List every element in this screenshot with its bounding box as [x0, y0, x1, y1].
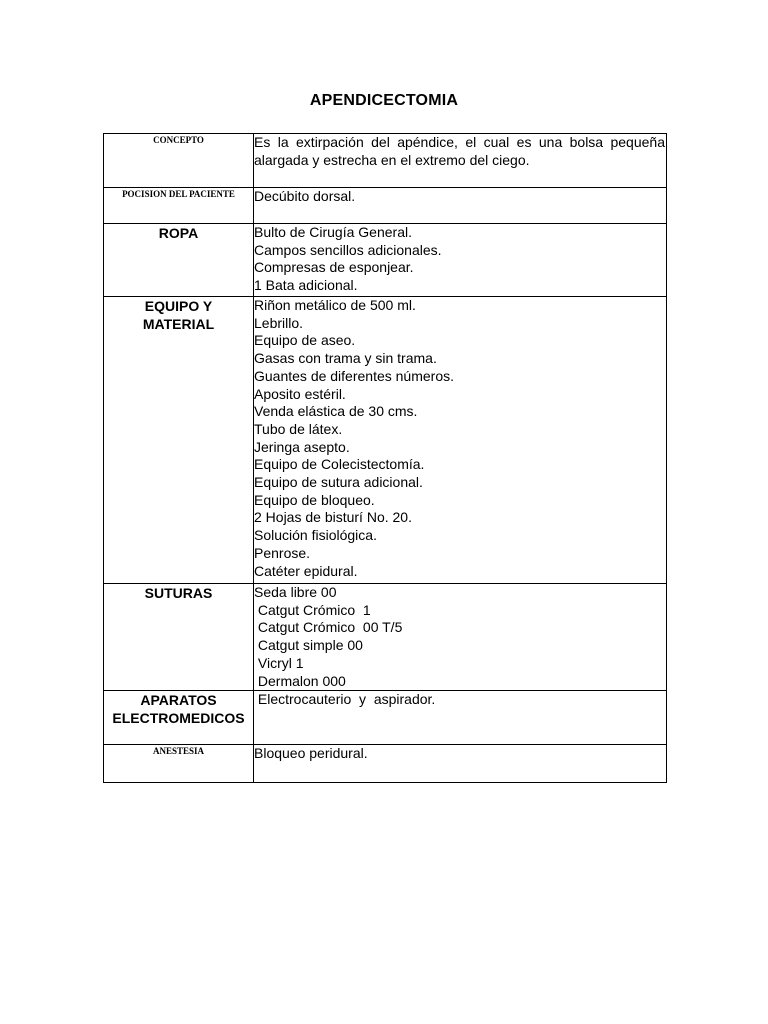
equipo-item: Equipo de Colecistectomía.: [254, 456, 425, 473]
anestesia-label: ANESTESIA: [104, 745, 254, 783]
equipo-label-line: EQUIPO Y: [144, 298, 213, 314]
aparatos-cell: [254, 691, 667, 745]
sutura-item: Seda libre 00: [254, 584, 337, 600]
ropa-cell: [254, 224, 667, 297]
anestesia-cell: [254, 745, 667, 783]
equipo-item: Equipo de sutura adicional.: [254, 474, 423, 491]
equipo-cell: [254, 297, 667, 584]
row-aparatos: [104, 691, 667, 745]
aparatos-label-line: APARATOS: [140, 692, 217, 709]
suturas-cell: [254, 584, 667, 691]
equipo-label: [104, 297, 254, 584]
anestesia-text: Bloqueo peridural.: [254, 745, 368, 762]
equipo-item: Jeringa asepto.: [254, 438, 350, 455]
sutura-item: Vicryl 1: [254, 654, 304, 671]
row-suturas: [104, 584, 667, 691]
equipo-item: Riñon metálico de 500 ml.: [254, 297, 416, 313]
equipo-item: Tubo de látex.: [254, 420, 343, 437]
ropa-label: ROPA: [104, 224, 254, 297]
row-anestesia: [104, 745, 667, 783]
sutura-item: Catgut simple 00: [254, 637, 363, 654]
suturas-label: SUTURAS: [104, 584, 254, 691]
sutura-item: Catgut Crómico 00 T/5: [254, 619, 403, 636]
sutura-item: Dermalon 000: [254, 672, 346, 689]
equipo-item: Aposito estéril.: [254, 385, 346, 402]
ropa-item: Bulto de Cirugía General.: [254, 224, 412, 240]
aparatos-label: [104, 691, 254, 745]
concepto-label: CONCEPTO: [104, 134, 254, 188]
row-concepto: [104, 134, 667, 188]
equipo-label-line: MATERIAL: [142, 316, 215, 332]
sutura-item: Catgut Crómico 1: [254, 601, 371, 618]
equipo-item: Guantes de diferentes números.: [254, 367, 455, 384]
posicion-label: POCISION DEL PACIENTE: [104, 188, 254, 224]
equipo-item: Solución fisiológica.: [254, 527, 377, 544]
aparatos-label-line: ELECTROMEDICOS: [112, 710, 245, 727]
concepto-text: Es la extirpación del apéndice, el cual es una bolsa pequeña alargada y estrecha en el extremo del ciego.: [254, 134, 665, 168]
document-title: APENDICECTOMIA: [309, 92, 459, 109]
equipo-item: Equipo de aseo.: [254, 332, 356, 349]
equipo-item: Lebrillo.: [254, 314, 304, 331]
aparatos-text: Electrocauterio y aspirador.: [254, 691, 436, 708]
ropa-item: Campos sencillos adicionales.: [254, 241, 442, 258]
procedure-table: [103, 133, 667, 783]
equipo-item: Catéter epidural.: [254, 562, 358, 579]
equipo-item: 2 Hojas de bisturí No. 20.: [254, 509, 412, 526]
ropa-item: Compresas de esponjear.: [254, 259, 414, 276]
equipo-item: Penrose.: [254, 544, 311, 561]
equipo-item: Equipo de bloqueo.: [254, 491, 375, 508]
row-equipo: [104, 297, 667, 584]
row-posicion: [104, 188, 667, 224]
ropa-item: 1 Bata adicional.: [254, 277, 358, 294]
posicion-text: Decúbito dorsal.: [254, 188, 356, 204]
posicion-cell: [254, 188, 667, 224]
equipo-item: Gasas con trama y sin trama.: [254, 350, 437, 367]
concepto-cell: [254, 134, 667, 188]
row-ropa: [104, 224, 667, 297]
equipo-item: Venda elástica de 30 cms.: [254, 403, 418, 420]
